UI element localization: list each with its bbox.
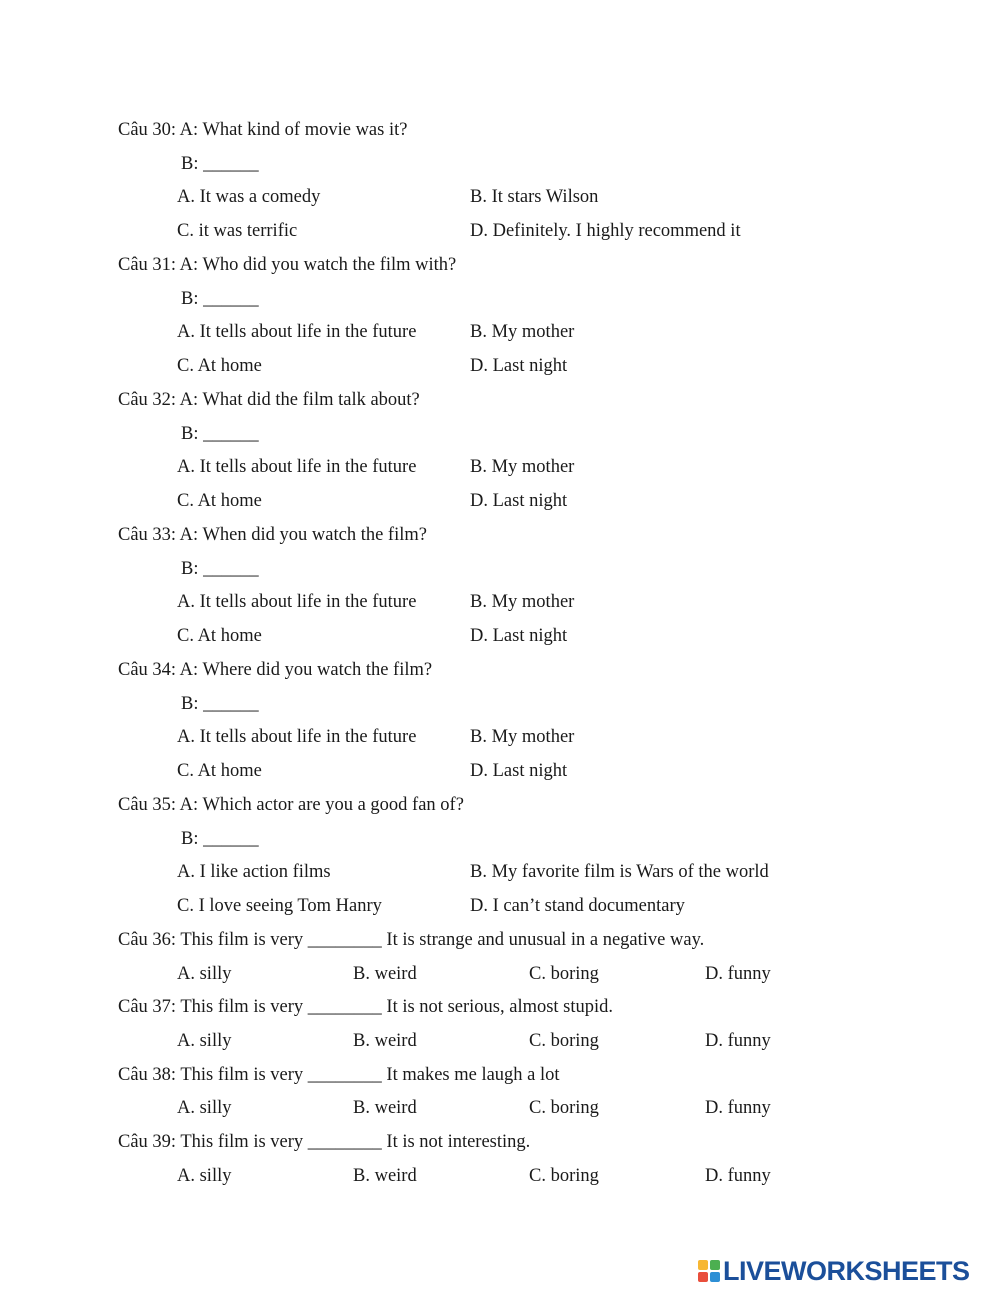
question-39-option-a[interactable]: A. silly <box>177 1166 232 1186</box>
question-37-prompt: Câu 37: This film is very ________ It is not serious, almost stupid. <box>118 997 614 1017</box>
question-30-option-a[interactable]: A. It was a comedy <box>177 187 321 207</box>
question-34-option-b[interactable]: B. My mother <box>470 727 575 747</box>
question-32-option-c[interactable]: C. At home <box>177 491 262 511</box>
question-39-prompt: Câu 39: This film is very ________ It is not interesting. <box>118 1132 531 1152</box>
question-33-option-c[interactable]: C. At home <box>177 626 262 646</box>
question-35-option-d[interactable]: D. I can’t stand documentary <box>470 896 685 916</box>
question-36-option-a[interactable]: A. silly <box>177 964 232 984</box>
question-33-option-a[interactable]: A. It tells about life in the future <box>177 592 417 612</box>
question-30-option-d[interactable]: D. Definitely. I highly recommend it <box>470 221 741 241</box>
question-38-option-b[interactable]: B. weird <box>353 1098 417 1118</box>
question-30-option-c[interactable]: C. it was terrific <box>177 221 298 241</box>
question-39-option-b[interactable]: B. weird <box>353 1166 417 1186</box>
logo-square-icon <box>698 1272 708 1282</box>
question-33-reply: B: ______ <box>181 559 259 579</box>
question-38-option-d[interactable]: D. funny <box>705 1098 771 1118</box>
question-36-option-b[interactable]: B. weird <box>353 964 417 984</box>
question-30-option-b[interactable]: B. It stars Wilson <box>470 187 599 207</box>
question-33-option-b[interactable]: B. My mother <box>470 592 575 612</box>
question-31-prompt: Câu 31: A: Who did you watch the film with? <box>118 255 457 275</box>
question-34-prompt: Câu 34: A: Where did you watch the film? <box>118 660 433 680</box>
question-31-option-d[interactable]: D. Last night <box>470 356 568 376</box>
question-31-reply: B: ______ <box>181 289 259 309</box>
question-35-prompt: Câu 35: A: Which actor are you a good fan of? <box>118 795 464 815</box>
question-38-option-c[interactable]: C. boring <box>529 1098 599 1118</box>
question-34-option-a[interactable]: A. It tells about life in the future <box>177 727 417 747</box>
liveworksheets-logo-text: LIVEWORKSHEETS <box>723 1255 970 1286</box>
question-36-option-d[interactable]: D. funny <box>705 964 771 984</box>
question-35-reply: B: ______ <box>181 829 259 849</box>
question-39-option-d[interactable]: D. funny <box>705 1166 771 1186</box>
question-37-option-b[interactable]: B. weird <box>353 1031 417 1051</box>
question-35-option-a[interactable]: A. I like action films <box>177 862 331 882</box>
question-30-reply: B: ______ <box>181 154 259 174</box>
question-30-prompt: Câu 30: A: What kind of movie was it? <box>118 120 408 140</box>
question-32-option-a[interactable]: A. It tells about life in the future <box>177 457 417 477</box>
logo-square-icon <box>710 1260 720 1270</box>
liveworksheets-logo[interactable] <box>698 1256 970 1286</box>
question-36-option-c[interactable]: C. boring <box>529 964 599 984</box>
question-32-option-d[interactable]: D. Last night <box>470 491 568 511</box>
question-39-option-c[interactable]: C. boring <box>529 1166 599 1186</box>
question-37-option-d[interactable]: D. funny <box>705 1031 771 1051</box>
question-34-option-d[interactable]: D. Last night <box>470 761 568 781</box>
question-33-option-d[interactable]: D. Last night <box>470 626 568 646</box>
question-32-prompt: Câu 32: A: What did the film talk about? <box>118 390 420 410</box>
question-35-option-c[interactable]: C. I love seeing Tom Hanry <box>177 896 382 916</box>
liveworksheets-logo-icon <box>698 1260 720 1282</box>
question-31-option-a[interactable]: A. It tells about life in the future <box>177 322 417 342</box>
question-36-prompt: Câu 36: This film is very ________ It is strange and unusual in a negative way. <box>118 930 705 950</box>
question-38-prompt: Câu 38: This film is very ________ It makes me laugh a lot <box>118 1065 560 1085</box>
question-35-option-b[interactable]: B. My favorite film is Wars of the world <box>470 862 769 882</box>
question-38-option-a[interactable]: A. silly <box>177 1098 232 1118</box>
question-37-option-c[interactable]: C. boring <box>529 1031 599 1051</box>
question-37-option-a[interactable]: A. silly <box>177 1031 232 1051</box>
logo-square-icon <box>710 1272 720 1282</box>
question-31-option-b[interactable]: B. My mother <box>470 322 575 342</box>
question-34-reply: B: ______ <box>181 694 259 714</box>
question-32-reply: B: ______ <box>181 424 259 444</box>
question-33-prompt: Câu 33: A: When did you watch the film? <box>118 525 427 545</box>
question-32-option-b[interactable]: B. My mother <box>470 457 575 477</box>
question-34-option-c[interactable]: C. At home <box>177 761 262 781</box>
question-31-option-c[interactable]: C. At home <box>177 356 262 376</box>
logo-square-icon <box>698 1260 708 1270</box>
